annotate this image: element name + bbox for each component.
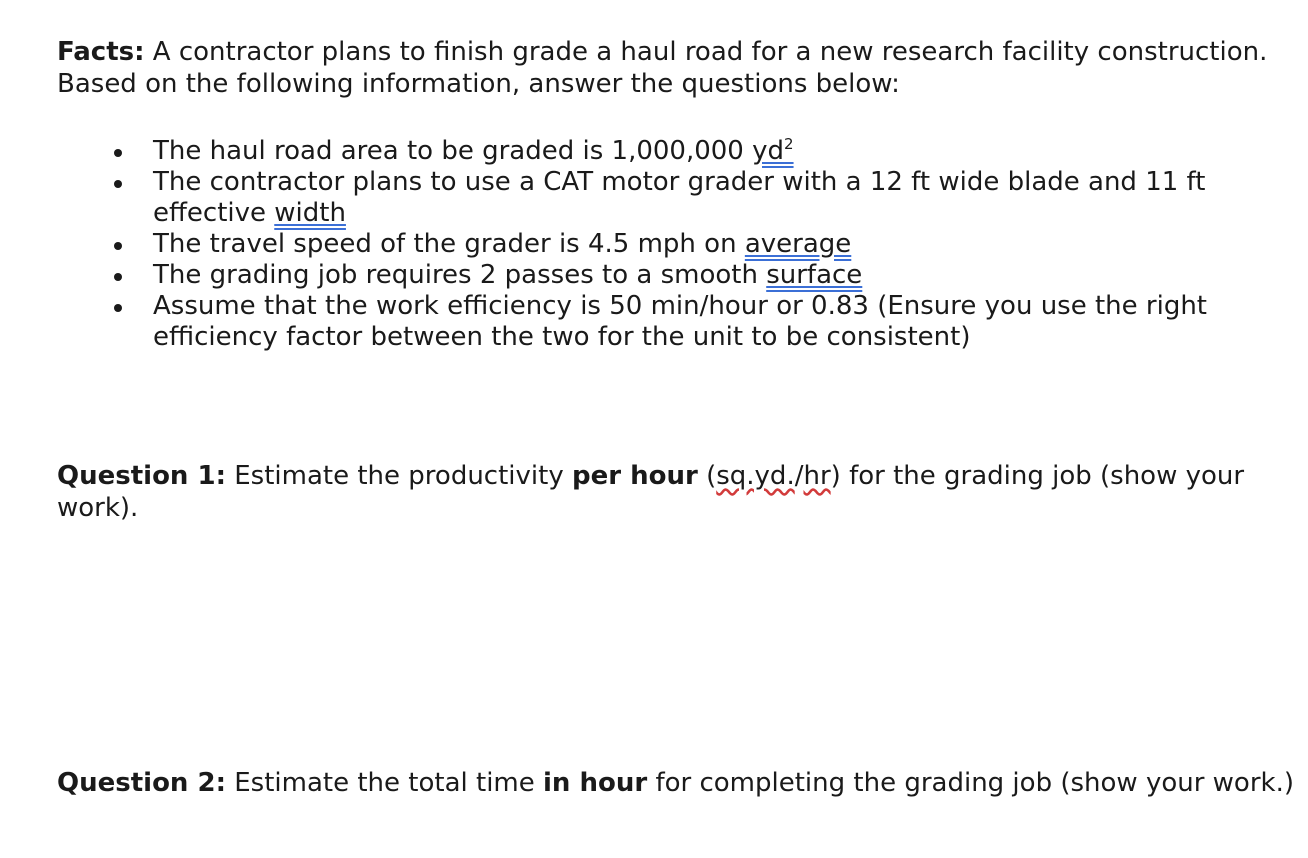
list-item — [0, 229, 1233, 260]
question-2-emphasis: in hour — [543, 768, 648, 798]
question-1-text-end: ) for the grading job (show your work). — [57, 461, 1245, 523]
question-1-paren: ( — [697, 461, 717, 491]
list-item — [0, 136, 1233, 167]
question-2 — [57, 767, 1307, 799]
question-1-unit-b: hr — [803, 461, 831, 491]
bullet-icon — [114, 149, 122, 157]
superscript: 2 — [784, 135, 794, 153]
question-1-slash: / — [794, 461, 804, 491]
bullet-underlined-term: average — [744, 229, 852, 259]
bullet-underlined-term: width — [274, 198, 346, 228]
facts-list — [0, 136, 1300, 353]
list-item — [0, 291, 1233, 353]
bullet-text: Assume that the work efficiency is 50 min/hour or 0.83 (Ensure you use the right efficiency factor between the two for the unit to be consistent) — [153, 291, 1208, 352]
question-2-label: Question 2: — [57, 768, 226, 798]
bullet-icon — [114, 273, 122, 281]
question-1-emphasis: per hour — [571, 461, 698, 491]
unit-text: yd — [752, 136, 785, 166]
bullet-text: The grading job requires 2 passes to a smooth — [153, 260, 767, 290]
bullet-text: The contractor plans to use a CAT motor grader with a 12 ft wide blade and 11 ft effective — [153, 167, 1206, 228]
list-item — [0, 167, 1233, 229]
bullet-icon — [114, 180, 122, 188]
question-2-text: Estimate the total time — [225, 768, 544, 798]
question-2-text-end: for completing the grading job (show your work.) — [647, 768, 1294, 798]
bullet-icon — [114, 304, 122, 312]
bullet-underlined-term: surface — [766, 260, 863, 290]
question-1-label: Question 1: — [57, 461, 226, 491]
facts-label: Facts: — [57, 37, 145, 67]
question-1 — [57, 460, 1277, 524]
bullet-icon — [114, 242, 122, 250]
bullet-text: The haul road area to be graded is 1,000,000 — [153, 136, 753, 166]
list-item — [0, 260, 1233, 291]
question-1-unit-a: sq.yd. — [716, 461, 795, 491]
facts-paragraph — [57, 36, 1277, 100]
bullet-underlined-term — [752, 136, 793, 166]
facts-text: A contractor plans to finish grade a haul road for a new research facility construction. Based on the following information, answer the questions below: — [57, 37, 1268, 99]
question-1-text: Estimate the productivity — [225, 461, 572, 491]
bullet-text: The travel speed of the grader is 4.5 mph on — [153, 229, 745, 259]
